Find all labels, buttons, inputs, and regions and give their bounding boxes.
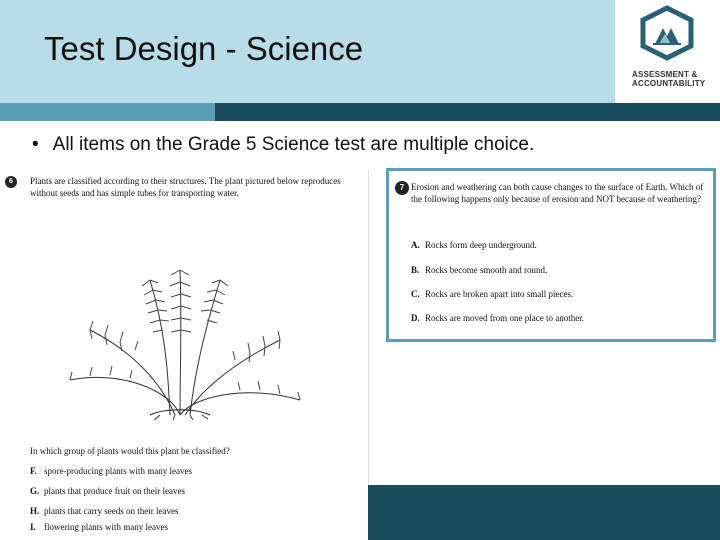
option-letter: B.: [411, 265, 420, 275]
option-letter: C.: [411, 289, 420, 299]
answer-option-d[interactable]: [411, 313, 584, 323]
logo-line-2: ACCOUNTABILITY: [632, 79, 706, 88]
answer-option-g[interactable]: [30, 486, 185, 496]
slide-header: [0, 0, 720, 103]
question-prompt: In which group of plants would this plant be classified?: [30, 446, 230, 456]
answer-option-b[interactable]: [411, 265, 547, 275]
mountain-peaks-hexagon-icon: [615, 0, 720, 70]
question-7-panel: [386, 168, 716, 342]
option-letter: I.: [30, 522, 36, 532]
option-text: Rocks are broken apart into small pieces.: [425, 289, 574, 299]
fern-plant-illustration: [30, 220, 350, 420]
answer-option-i[interactable]: [30, 522, 168, 532]
option-letter: H.: [30, 506, 40, 516]
footer-accent-band: [368, 485, 720, 540]
accent-bar-light: [0, 103, 215, 121]
option-text: plants that produce fruit on their leaves: [44, 486, 185, 496]
logo: [615, 0, 720, 103]
option-text: Rocks form deep underground.: [425, 240, 537, 250]
question-stem: Plants are classified according to their structures. The plant pictured below reproduces without seeds and has simple tubes for transporting water.: [30, 176, 341, 198]
option-letter: F.: [30, 466, 37, 476]
option-letter: A.: [411, 240, 420, 250]
option-text: Rocks are moved from one place to another.: [425, 313, 584, 323]
slide-title: Test Design - Science: [44, 30, 364, 67]
bullet-text: All items on the Grade 5 Science test are multiple choice.: [52, 134, 535, 155]
question-6-panel: [0, 170, 369, 540]
question-stem: Erosion and weathering can both cause changes to the surface of Earth. Which of the following happens only because of erosion and NOT because of weathering?: [411, 182, 704, 204]
answer-option-c[interactable]: [411, 289, 573, 299]
logo-wordmark: [632, 70, 705, 88]
option-letter: D.: [411, 313, 420, 323]
option-text: plants that carry seeds on their leaves: [44, 506, 179, 516]
option-text: Rocks become smooth and round.: [425, 265, 548, 275]
logo-line-1: ASSESSMENT &: [632, 70, 698, 79]
option-text: spore-producing plants with many leaves: [44, 466, 192, 476]
option-letter: G.: [30, 486, 40, 496]
answer-option-a[interactable]: [411, 240, 537, 250]
answer-option-h[interactable]: [30, 506, 178, 516]
question-number-badge: 7: [395, 181, 409, 195]
bullet-point: [32, 134, 534, 156]
bullet-marker: •: [32, 134, 39, 155]
answer-option-f[interactable]: [30, 466, 192, 476]
question-number-badge: 6: [5, 176, 17, 188]
option-text: flowering plants with many leaves: [44, 522, 168, 532]
accent-bar-dark: [215, 103, 720, 121]
